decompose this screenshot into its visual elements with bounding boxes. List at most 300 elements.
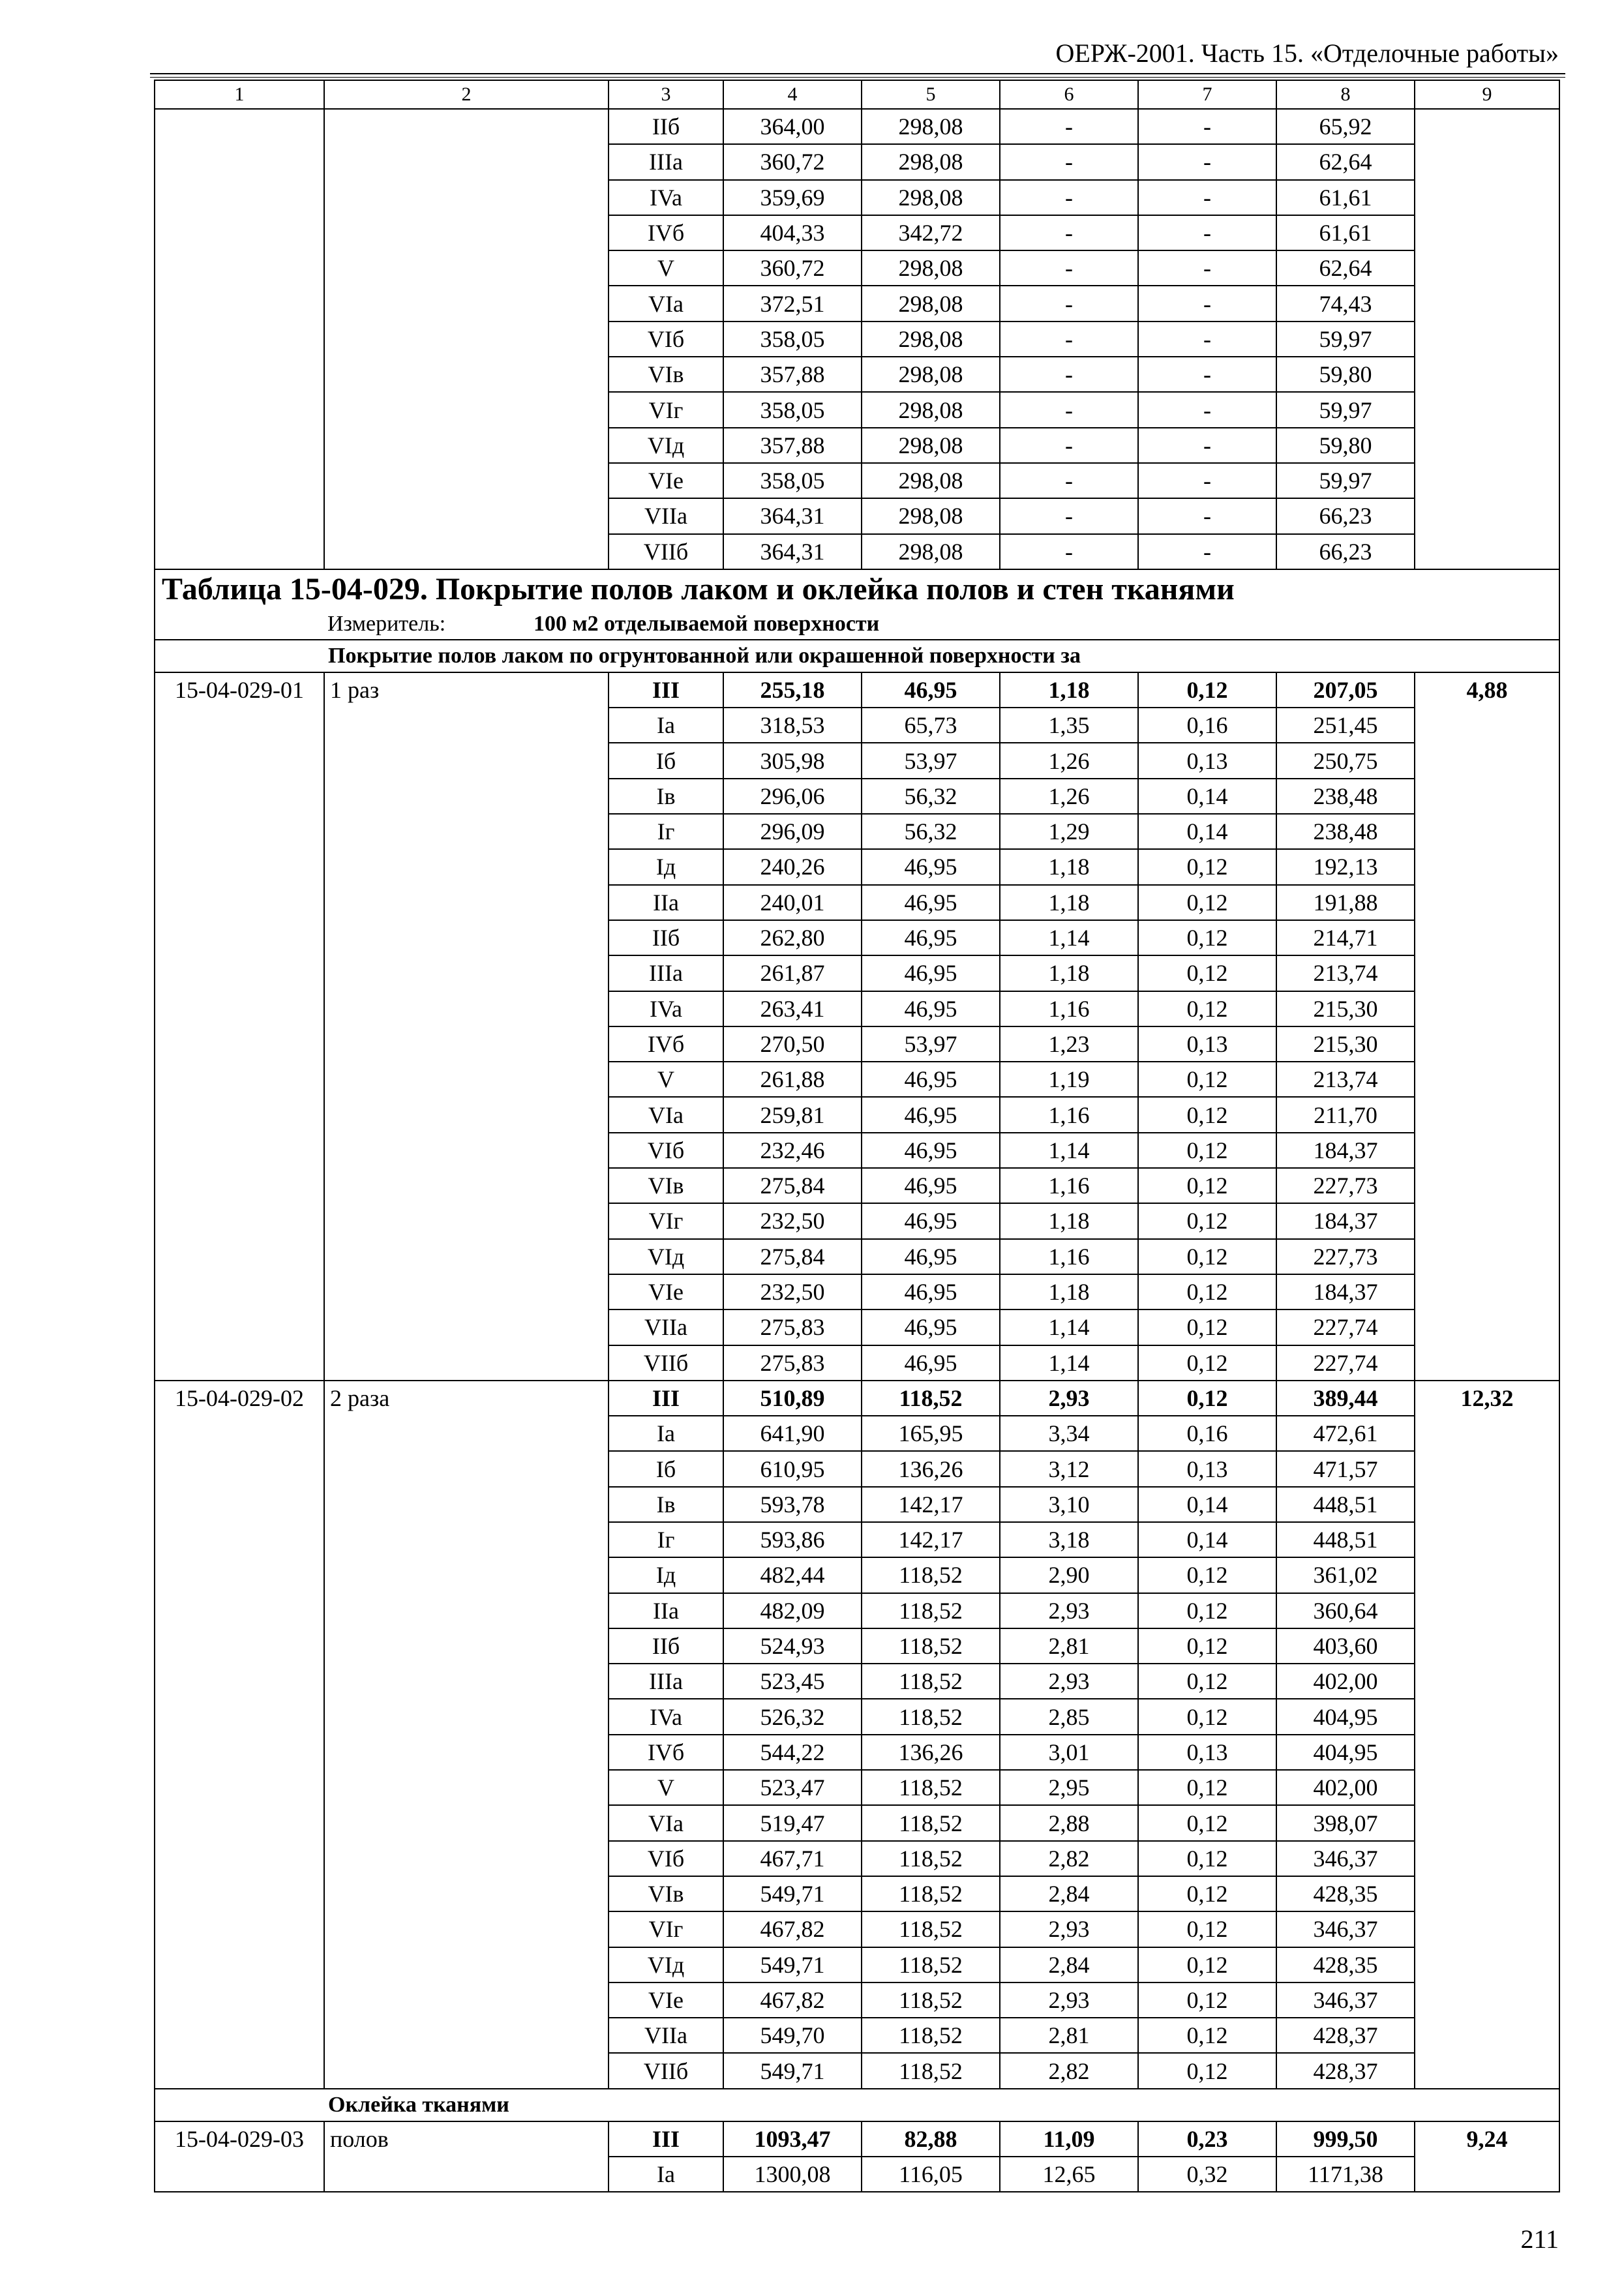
value-cell: 59,97 [1276, 322, 1415, 357]
value-cell: 0,12 [1138, 1345, 1276, 1381]
value-cell: 0,12 [1138, 920, 1276, 955]
value-cell: Iд [609, 849, 723, 884]
value-cell: 467,82 [723, 1911, 862, 1947]
value-cell: 118,52 [862, 2018, 1000, 2053]
value-cell: 372,51 [723, 286, 862, 321]
value-cell: 227,74 [1276, 1345, 1415, 1381]
value-cell: 358,05 [723, 463, 862, 498]
section-heading: Покрытие полов лаком по огрунтованной или окрашенной поверхности за [155, 640, 1559, 672]
column-number: 7 [1138, 80, 1276, 109]
item-col9: 12,32 [1415, 1381, 1559, 2089]
value-cell: 298,08 [862, 428, 1000, 463]
value-cell: 482,44 [723, 1557, 862, 1593]
value-cell: 118,52 [862, 1628, 1000, 1664]
value-cell: - [1000, 180, 1138, 215]
value-cell: - [1000, 428, 1138, 463]
value-cell: 0,12 [1138, 2018, 1276, 2053]
value-cell: 0,12 [1138, 1876, 1276, 1911]
value-cell: 404,33 [723, 215, 862, 250]
value-cell: IVa [609, 180, 723, 215]
value-cell: 46,95 [862, 672, 1000, 708]
value-cell: 610,95 [723, 1451, 862, 1486]
value-cell: 65,92 [1276, 109, 1415, 144]
value-cell: 428,35 [1276, 1876, 1415, 1911]
meter-cell [155, 609, 1559, 640]
value-cell: 0,12 [1138, 955, 1276, 991]
value-cell: VIв [609, 1168, 723, 1203]
name-cell [324, 109, 609, 569]
item-name: 2 раза [324, 1381, 609, 2089]
value-cell: 118,52 [862, 1947, 1000, 1982]
value-cell: 1,19 [1000, 1062, 1138, 1097]
value-cell: 0,12 [1138, 672, 1276, 708]
value-cell: 240,01 [723, 885, 862, 920]
value-cell: 46,95 [862, 991, 1000, 1026]
value-cell: 364,31 [723, 534, 862, 569]
value-cell: VIв [609, 1876, 723, 1911]
value-cell: V [609, 1062, 723, 1097]
value-cell: VIб [609, 1133, 723, 1168]
value-cell: IVб [609, 1026, 723, 1062]
value-cell: 82,88 [862, 2121, 1000, 2157]
value-cell: Iб [609, 1451, 723, 1486]
column-number: 1 [155, 80, 324, 109]
value-cell: - [1138, 250, 1276, 286]
value-cell: - [1000, 463, 1138, 498]
value-cell: - [1138, 392, 1276, 427]
value-cell: 549,71 [723, 2053, 862, 2088]
value-cell: 142,17 [862, 1487, 1000, 1522]
value-cell: 510,89 [723, 1381, 862, 1416]
value-cell: 255,18 [723, 672, 862, 708]
value-cell: 0,12 [1138, 849, 1276, 884]
value-cell: 65,73 [862, 708, 1000, 743]
value-cell: 213,74 [1276, 1062, 1415, 1097]
value-cell: 227,74 [1276, 1309, 1415, 1345]
value-cell: 59,97 [1276, 463, 1415, 498]
value-cell: - [1138, 534, 1276, 569]
value-cell: IVб [609, 1735, 723, 1770]
value-cell: 448,51 [1276, 1522, 1415, 1557]
column-number: 9 [1415, 80, 1559, 109]
value-cell: - [1000, 534, 1138, 569]
value-cell: 118,52 [862, 1770, 1000, 1805]
value-cell: VIг [609, 1911, 723, 1947]
value-cell: 360,72 [723, 250, 862, 286]
value-cell: 364,31 [723, 498, 862, 533]
column-number-row [155, 80, 1559, 109]
value-cell: - [1000, 322, 1138, 357]
value-cell: 59,80 [1276, 357, 1415, 392]
value-cell: 999,50 [1276, 2121, 1415, 2157]
value-cell: 482,09 [723, 1593, 862, 1628]
value-cell: 0,12 [1138, 1982, 1276, 2018]
value-cell: 641,90 [723, 1416, 862, 1451]
value-cell: 56,32 [862, 779, 1000, 814]
value-cell: 298,08 [862, 357, 1000, 392]
value-cell: 1,26 [1000, 779, 1138, 814]
value-cell: 1,18 [1000, 1274, 1138, 1309]
value-cell: Ia [609, 708, 723, 743]
value-cell: 184,37 [1276, 1274, 1415, 1309]
value-cell: 66,23 [1276, 534, 1415, 569]
value-cell: 0,16 [1138, 1416, 1276, 1451]
value-cell: 358,05 [723, 322, 862, 357]
value-cell: 59,97 [1276, 392, 1415, 427]
value-cell: 1,16 [1000, 1097, 1138, 1132]
value-cell: 1,14 [1000, 1309, 1138, 1345]
value-cell: VIб [609, 322, 723, 357]
value-cell: 298,08 [862, 109, 1000, 144]
value-cell: 296,06 [723, 779, 862, 814]
value-cell: IVa [609, 991, 723, 1026]
value-cell: - [1138, 357, 1276, 392]
table-row [155, 109, 1559, 144]
value-cell: 207,05 [1276, 672, 1415, 708]
value-cell: 53,97 [862, 1026, 1000, 1062]
value-cell: 46,95 [862, 955, 1000, 991]
value-cell: VIIб [609, 1345, 723, 1381]
value-cell: 0,14 [1138, 814, 1276, 849]
value-cell: 1,18 [1000, 885, 1138, 920]
value-cell: VIIб [609, 534, 723, 569]
value-cell: 1093,47 [723, 2121, 862, 2157]
value-cell: 0,12 [1138, 1628, 1276, 1664]
value-cell: VIe [609, 463, 723, 498]
value-cell: 2,84 [1000, 1947, 1138, 1982]
value-cell: 0,12 [1138, 1770, 1276, 1805]
value-cell: 118,52 [862, 2053, 1000, 2088]
section-heading: Оклейка тканями [155, 2089, 1559, 2121]
value-cell: 251,45 [1276, 708, 1415, 743]
value-cell: 3,18 [1000, 1522, 1138, 1557]
value-cell: Ia [609, 1416, 723, 1451]
value-cell: IIIa [609, 955, 723, 991]
value-cell: 215,30 [1276, 991, 1415, 1026]
meter-row [155, 609, 1559, 640]
value-cell: 259,81 [723, 1097, 862, 1132]
value-cell: 1,14 [1000, 1133, 1138, 1168]
value-cell: - [1138, 109, 1276, 144]
value-cell: 2,84 [1000, 1876, 1138, 1911]
value-cell: - [1000, 215, 1138, 250]
value-cell: 118,52 [862, 1593, 1000, 1628]
value-cell: 46,95 [862, 1345, 1000, 1381]
value-cell: 2,81 [1000, 1628, 1138, 1664]
value-cell: 0,12 [1138, 1805, 1276, 1840]
value-cell: 0,12 [1138, 1097, 1276, 1132]
value-cell: 298,08 [862, 144, 1000, 179]
value-cell: 191,88 [1276, 885, 1415, 920]
value-cell: V [609, 250, 723, 286]
value-cell: Iв [609, 779, 723, 814]
value-cell: 227,73 [1276, 1168, 1415, 1203]
value-cell: 74,43 [1276, 286, 1415, 321]
value-cell: 360,64 [1276, 1593, 1415, 1628]
value-cell: 298,08 [862, 180, 1000, 215]
value-cell: 61,61 [1276, 180, 1415, 215]
item-code: 15-04-029-03 [155, 2121, 324, 2192]
value-cell: Iв [609, 1487, 723, 1522]
value-cell: 298,08 [862, 250, 1000, 286]
value-cell: 1,14 [1000, 1345, 1138, 1381]
value-cell: 0,32 [1138, 2157, 1276, 2192]
value-cell: 0,14 [1138, 1522, 1276, 1557]
value-cell: VIe [609, 1982, 723, 2018]
value-cell: 46,95 [862, 1203, 1000, 1238]
value-cell: 0,12 [1138, 1841, 1276, 1876]
value-cell: 404,95 [1276, 1699, 1415, 1734]
value-cell: IIIa [609, 144, 723, 179]
table-row [155, 672, 1559, 708]
value-cell: 1,14 [1000, 920, 1138, 955]
value-cell: - [1138, 215, 1276, 250]
item-col9: 9,24 [1415, 2121, 1559, 2192]
column-number: 4 [723, 80, 862, 109]
value-cell: VIд [609, 1239, 723, 1274]
value-cell: 2,93 [1000, 1381, 1138, 1416]
value-cell: 0,13 [1138, 1026, 1276, 1062]
value-cell: 0,12 [1138, 1133, 1276, 1168]
value-cell: 0,12 [1138, 1664, 1276, 1699]
value-cell: 3,34 [1000, 1416, 1138, 1451]
value-cell: Iд [609, 1557, 723, 1593]
value-cell: 0,12 [1138, 1947, 1276, 1982]
value-cell: VIIa [609, 498, 723, 533]
value-cell: 211,70 [1276, 1097, 1415, 1132]
value-cell: 118,52 [862, 1699, 1000, 1734]
value-cell: 118,52 [862, 1876, 1000, 1911]
value-cell: 46,95 [862, 1133, 1000, 1168]
value-cell: 467,82 [723, 1982, 862, 2018]
value-cell: 0,13 [1138, 1735, 1276, 1770]
value-cell: IIa [609, 1593, 723, 1628]
value-cell: 296,09 [723, 814, 862, 849]
value-cell: 2,93 [1000, 1982, 1138, 2018]
value-cell: 593,86 [723, 1522, 862, 1557]
value-cell: - [1000, 357, 1138, 392]
value-cell: 238,48 [1276, 779, 1415, 814]
value-cell: - [1000, 144, 1138, 179]
value-cell: IIa [609, 885, 723, 920]
value-cell: 298,08 [862, 463, 1000, 498]
value-cell: VIIa [609, 2018, 723, 2053]
value-cell: 118,52 [862, 1841, 1000, 1876]
value-cell: 2,93 [1000, 1664, 1138, 1699]
value-cell: 298,08 [862, 498, 1000, 533]
value-cell: 46,95 [862, 1097, 1000, 1132]
value-cell: 275,83 [723, 1309, 862, 1345]
value-cell: 46,95 [862, 1168, 1000, 1203]
value-cell: 2,82 [1000, 2053, 1138, 2088]
value-cell: 523,47 [723, 1770, 862, 1805]
column-number: 5 [862, 80, 1000, 109]
value-cell: 428,37 [1276, 2053, 1415, 2088]
value-cell: 263,41 [723, 991, 862, 1026]
value-cell: 2,82 [1000, 1841, 1138, 1876]
value-cell: VIIб [609, 2053, 723, 2088]
value-cell: 46,95 [862, 920, 1000, 955]
value-cell: 0,12 [1138, 1309, 1276, 1345]
value-cell: VIa [609, 1805, 723, 1840]
value-cell: Iг [609, 814, 723, 849]
value-cell: 0,12 [1138, 1168, 1276, 1203]
value-cell: 357,88 [723, 428, 862, 463]
value-cell: 0,12 [1138, 1203, 1276, 1238]
value-cell: 240,26 [723, 849, 862, 884]
value-cell: 2,81 [1000, 2018, 1138, 2053]
value-cell: 298,08 [862, 534, 1000, 569]
value-cell: 402,00 [1276, 1770, 1415, 1805]
value-cell: 1,16 [1000, 991, 1138, 1026]
value-cell: 346,37 [1276, 1841, 1415, 1876]
value-cell: 593,78 [723, 1487, 862, 1522]
value-cell: 142,17 [862, 1522, 1000, 1557]
value-cell: 261,87 [723, 955, 862, 991]
value-cell: 357,88 [723, 357, 862, 392]
value-cell: IIб [609, 920, 723, 955]
value-cell: 66,23 [1276, 498, 1415, 533]
value-cell: 227,73 [1276, 1239, 1415, 1274]
section-heading-row [155, 2089, 1559, 2121]
value-cell: 0,14 [1138, 779, 1276, 814]
value-cell: 428,37 [1276, 2018, 1415, 2053]
value-cell: 0,12 [1138, 1699, 1276, 1734]
value-cell: 46,95 [862, 1239, 1000, 1274]
value-cell: - [1138, 286, 1276, 321]
value-cell: 214,71 [1276, 920, 1415, 955]
value-cell: 136,26 [862, 1451, 1000, 1486]
value-cell: 298,08 [862, 322, 1000, 357]
value-cell: 398,07 [1276, 1805, 1415, 1840]
value-cell: 549,71 [723, 1947, 862, 1982]
value-cell: 519,47 [723, 1805, 862, 1840]
value-cell: VIг [609, 392, 723, 427]
value-cell: 0,12 [1138, 1911, 1276, 1947]
value-cell: 0,12 [1138, 885, 1276, 920]
value-cell: 0,12 [1138, 2053, 1276, 2088]
value-cell: 116,05 [862, 2157, 1000, 2192]
value-cell: 215,30 [1276, 1026, 1415, 1062]
value-cell: 62,64 [1276, 144, 1415, 179]
header-rule [150, 73, 1565, 74]
value-cell: 213,74 [1276, 955, 1415, 991]
value-cell: 0,12 [1138, 1557, 1276, 1593]
value-cell: VIe [609, 1274, 723, 1309]
value-cell: 448,51 [1276, 1487, 1415, 1522]
value-cell: 305,98 [723, 743, 862, 778]
value-cell: 118,52 [862, 1911, 1000, 1947]
value-cell: 318,53 [723, 708, 862, 743]
value-cell: 467,71 [723, 1841, 862, 1876]
column-number: 8 [1276, 80, 1415, 109]
item-code: 15-04-029-02 [155, 1381, 324, 2089]
value-cell: 404,95 [1276, 1735, 1415, 1770]
value-cell: - [1000, 250, 1138, 286]
value-cell: 359,69 [723, 180, 862, 215]
value-cell: IVa [609, 1699, 723, 1734]
value-cell: 1,16 [1000, 1239, 1138, 1274]
value-cell: - [1138, 463, 1276, 498]
value-cell: 342,72 [862, 215, 1000, 250]
value-cell: - [1000, 498, 1138, 533]
value-cell: - [1138, 428, 1276, 463]
value-cell: 2,90 [1000, 1557, 1138, 1593]
value-cell: VIд [609, 428, 723, 463]
value-cell: 232,50 [723, 1203, 862, 1238]
value-cell: 549,71 [723, 1876, 862, 1911]
meter-label: Измеритель: [327, 611, 446, 636]
value-cell: 53,97 [862, 743, 1000, 778]
item-name: полов [324, 2121, 609, 2192]
value-cell: 364,00 [723, 109, 862, 144]
value-cell: VIIa [609, 1309, 723, 1345]
rates-table [154, 80, 1560, 2192]
value-cell: 471,57 [1276, 1451, 1415, 1486]
value-cell: 238,48 [1276, 814, 1415, 849]
value-cell: 549,70 [723, 2018, 862, 2053]
value-cell: - [1138, 322, 1276, 357]
value-cell: VIб [609, 1841, 723, 1876]
value-cell: 1,18 [1000, 672, 1138, 708]
page-header-title: ОЕРЖ-2001. Часть 15. «Отделочные работы» [1055, 38, 1559, 68]
value-cell: 3,10 [1000, 1487, 1138, 1522]
value-cell: IIIa [609, 1664, 723, 1699]
value-cell: 275,84 [723, 1168, 862, 1203]
value-cell: 428,35 [1276, 1947, 1415, 1982]
value-cell: 360,72 [723, 144, 862, 179]
item-col9: 4,88 [1415, 672, 1559, 1381]
value-cell: 118,52 [862, 1557, 1000, 1593]
value-cell: 2,95 [1000, 1770, 1138, 1805]
value-cell: 59,80 [1276, 428, 1415, 463]
column-number: 3 [609, 80, 723, 109]
value-cell: Ia [609, 2157, 723, 2192]
value-cell: 118,52 [862, 1982, 1000, 2018]
value-cell: III [609, 672, 723, 708]
value-cell: 0,23 [1138, 2121, 1276, 2157]
value-cell: 275,83 [723, 1345, 862, 1381]
value-cell: 1171,38 [1276, 2157, 1415, 2192]
value-cell: 1,16 [1000, 1168, 1138, 1203]
value-cell: 361,02 [1276, 1557, 1415, 1593]
value-cell: 2,93 [1000, 1911, 1138, 1947]
value-cell: 2,88 [1000, 1805, 1138, 1840]
value-cell: 524,93 [723, 1628, 862, 1664]
value-cell: 523,45 [723, 1664, 862, 1699]
value-cell: 346,37 [1276, 1911, 1415, 1947]
value-cell: 184,37 [1276, 1203, 1415, 1238]
value-cell: VIд [609, 1947, 723, 1982]
value-cell: 403,60 [1276, 1628, 1415, 1664]
value-cell: 298,08 [862, 392, 1000, 427]
value-cell: 11,09 [1000, 2121, 1138, 2157]
value-cell: - [1000, 392, 1138, 427]
value-cell: 1,23 [1000, 1026, 1138, 1062]
value-cell: - [1138, 144, 1276, 179]
section-heading-row [155, 640, 1559, 672]
value-cell: 118,52 [862, 1805, 1000, 1840]
value-cell: 118,52 [862, 1664, 1000, 1699]
value-cell: 46,95 [862, 885, 1000, 920]
value-cell: 346,37 [1276, 1982, 1415, 2018]
table-row [155, 2121, 1559, 2157]
column-number: 6 [1000, 80, 1138, 109]
value-cell: 0,12 [1138, 1239, 1276, 1274]
value-cell: 1,18 [1000, 849, 1138, 884]
value-cell: IIб [609, 109, 723, 144]
table-row [155, 1381, 1559, 1416]
